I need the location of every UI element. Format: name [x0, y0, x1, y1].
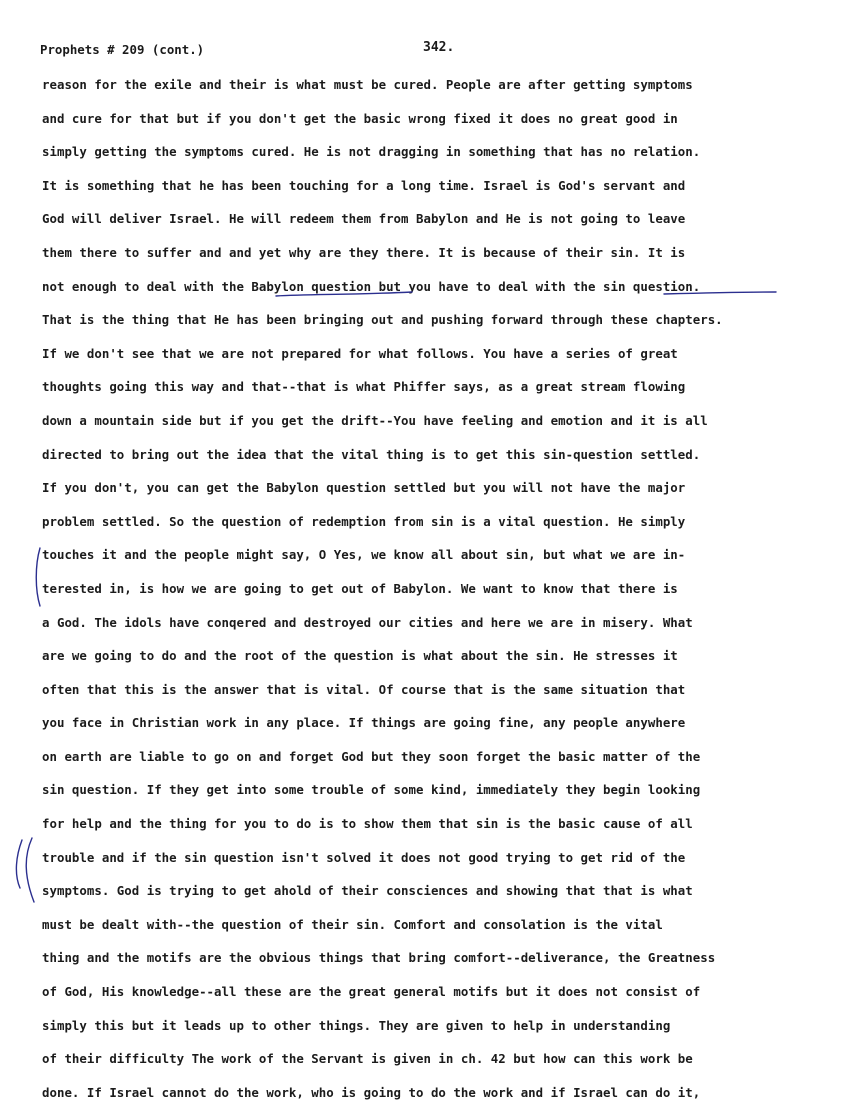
- text-line: them there to suffer and and yet why are they there. It is because of their sin. It is: [42, 244, 686, 260]
- text-line: done. If Israel cannot do the work, who is going to do the work and if Israel can do it,: [42, 1084, 701, 1100]
- text-line: on earth are liable to go on and forget God but they soon forget the basic matter of the: [42, 748, 701, 764]
- text-line: are we going to do and the root of the question is what about the sin. He stresses it: [42, 648, 678, 664]
- text-line: God will deliver Israel. He will redeem them from Babylon and He is not going to leave: [42, 211, 686, 227]
- text-line: It is something that he has been touching for a long time. Israel is God's servant and: [42, 177, 686, 193]
- text-line: That is the thing that He has been bringing out and pushing forward through these chapters.: [42, 312, 723, 328]
- text-line: and cure for that but if you don't get the basic wrong fixed it does no great good in: [42, 110, 678, 126]
- text-line: must be dealt with--the question of their sin. Comfort and consolation is the vital: [42, 916, 663, 932]
- text-line: not enough to deal with the Babylon question but you have to deal with the sin question.: [42, 278, 701, 294]
- page-number: 342.: [423, 40, 455, 55]
- text-line: down a mountain side but if you get the drift--You have feeling and emotion and it is all: [42, 412, 708, 428]
- body-text: [42, 76, 842, 1117]
- text-line: trouble and if the sin question isn't solved it does not good trying to get rid of the: [42, 849, 686, 865]
- text-line: If we don't see that we are not prepared for what follows. You have a series of great: [42, 345, 678, 361]
- text-line: simply getting the symptoms cured. He is not dragging in something that has no relation.: [42, 144, 701, 160]
- text-line: of their difficulty The work of the Servant is given in ch. 42 but how can this work be: [42, 1051, 693, 1067]
- text-line: If you don't, you can get the Babylon question settled but you will not have the major: [42, 480, 686, 496]
- text-line: simply this but it leads up to other things. They are given to help in understanding: [42, 1017, 671, 1033]
- text-line: directed to bring out the idea that the vital thing is to get this sin-question settled.: [42, 446, 701, 462]
- margin-bracket-mark: [36, 548, 40, 606]
- text-line: you face in Christian work in any place. If things are going fine, any people anywhere: [42, 715, 686, 731]
- text-line: symptoms. God is trying to get ahold of their consciences and showing that that is what: [42, 883, 693, 899]
- text-line: thoughts going this way and that--that is what Phiffer says, as a great stream flowing: [42, 379, 686, 395]
- text-line: for help and the thing for you to do is to show them that sin is the basic cause of all: [42, 816, 693, 832]
- text-line: often that this is the answer that is vital. Of course that is the same situation that: [42, 681, 686, 697]
- text-line: sin question. If they get into some trouble of some kind, immediately they begin looking: [42, 782, 701, 798]
- text-line: reason for the exile and their is what must be cured. People are after getting symptoms: [42, 77, 693, 92]
- text-line: a God. The idols have conqered and destroyed our cities and here we are in misery. What: [42, 614, 693, 630]
- text-line: thing and the motifs are the obvious things that bring comfort--deliverance, the Greatness: [42, 950, 716, 966]
- text-line: problem settled. So the question of redemption from sin is a vital question. He simply: [42, 513, 686, 529]
- text-line: touches it and the people might say, O Yes, we know all about sin, but what we are in-: [42, 547, 686, 563]
- running-header: Prophets # 209 (cont.): [40, 42, 205, 57]
- text-line: of God, His knowledge--all these are the great general motifs but it does not consist of: [42, 984, 701, 1000]
- margin-double-stroke-mark: [16, 838, 34, 902]
- text-line: terested in, is how we are going to get out of Babylon. We want to know that there is: [42, 580, 678, 596]
